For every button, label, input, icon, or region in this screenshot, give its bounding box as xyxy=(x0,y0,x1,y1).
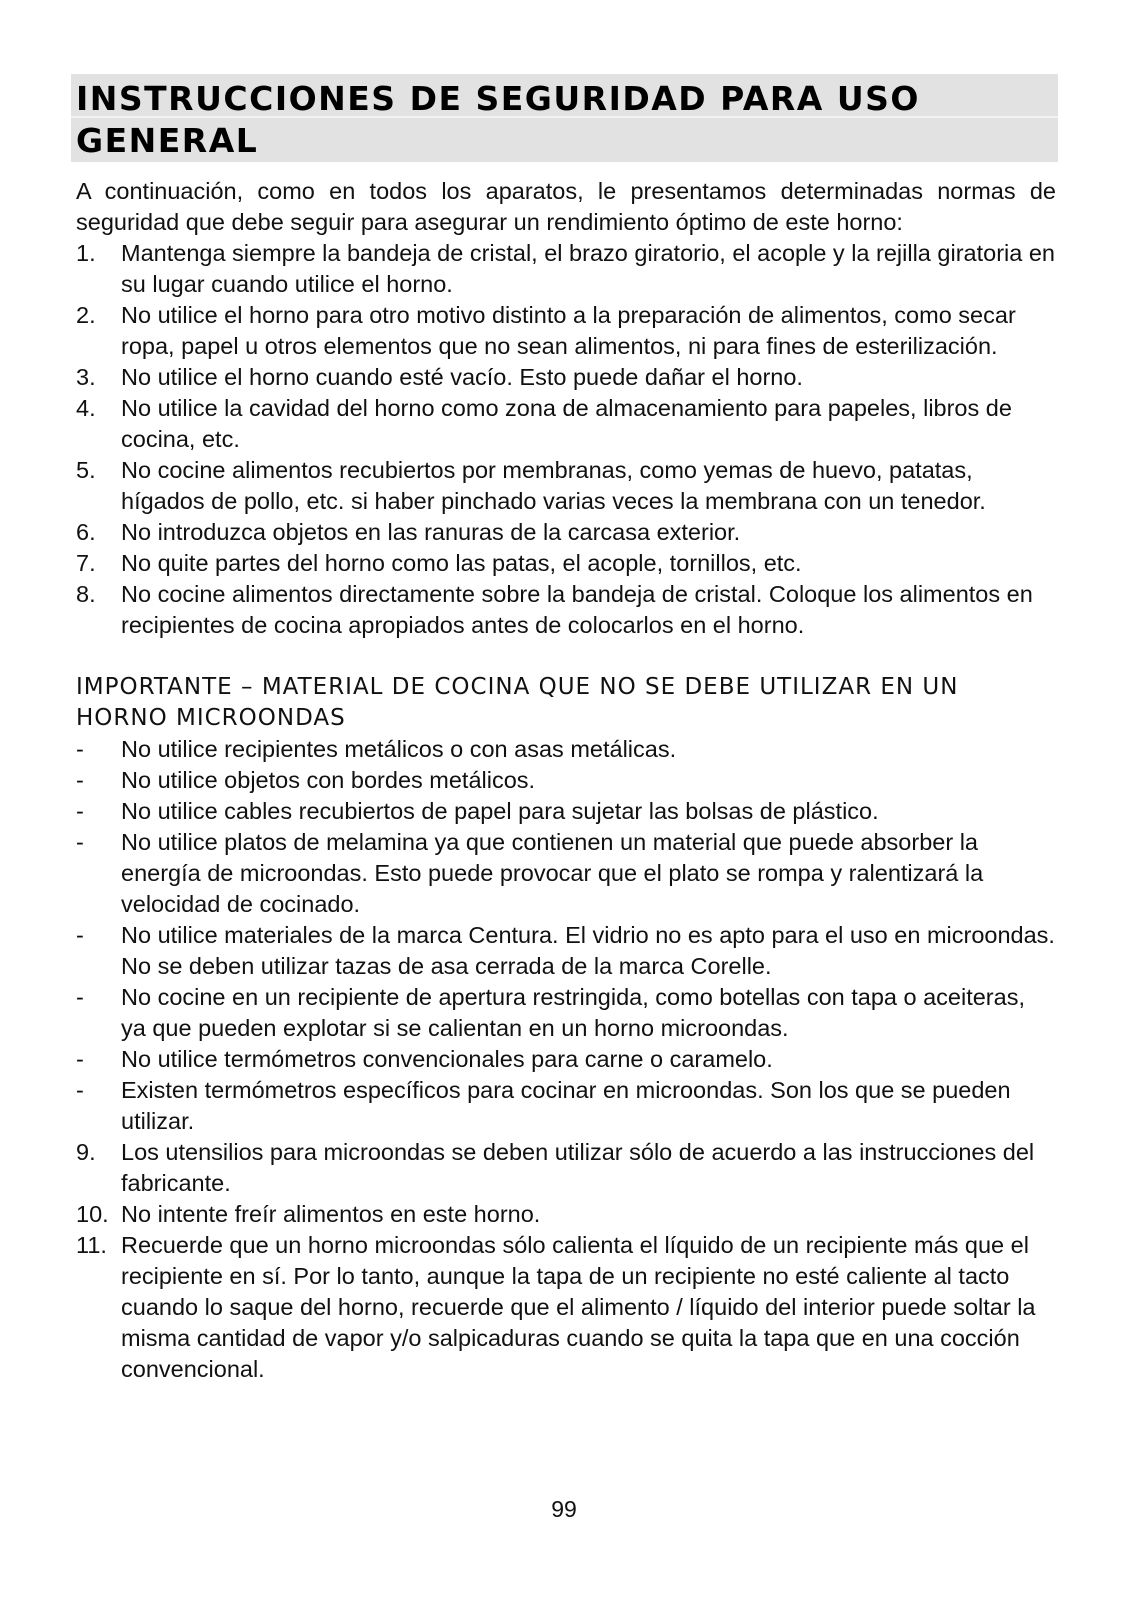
list-item xyxy=(76,393,1056,455)
list-item xyxy=(76,362,1056,393)
item-text: No utilice el horno cuando esté vacío. Esto puede dañar el horno. xyxy=(121,364,803,390)
item-number: 11. xyxy=(76,1232,107,1258)
item-text: No utilice el horno para otro motivo distinto a la preparación de alimentos, como secar ropa, papel u otros elementos que no sean alimentos, ni para fines de esterilización. xyxy=(121,302,1016,359)
list-item xyxy=(76,238,1056,300)
list-item xyxy=(76,300,1056,362)
item-text: Los utensilios para microondas se deben utilizar sólo de acuerdo a las instrucciones del fabricante. xyxy=(121,1139,1035,1196)
item-text: No utilice la cavidad del horno como zona de almacenamiento para papeles, libros de cocina, etc. xyxy=(121,395,1012,452)
list-item xyxy=(76,827,1056,920)
item-number: 2. xyxy=(76,302,96,328)
item-dash: - xyxy=(76,736,84,762)
item-text: No utilice termómetros convencionales para carne o caramelo. xyxy=(121,1046,773,1072)
list-item xyxy=(76,1199,1056,1230)
item-text: Mantenga siempre la bandeja de cristal, el brazo giratorio, el acople y la rejilla giratoria en su lugar cuando utilice el horno. xyxy=(121,240,1055,297)
page-title: INSTRUCCIONES DE SEGURIDAD PARA USO GENERAL xyxy=(76,79,920,160)
item-dash: - xyxy=(76,1077,84,1103)
cookware-list xyxy=(76,734,1056,1137)
safety-list xyxy=(76,238,1056,641)
item-number: 8. xyxy=(76,581,96,607)
important-heading: IMPORTANTE – MATERIAL DE COCINA QUE NO SE DEBE UTILIZAR EN UN HORNO MICROONDAS xyxy=(76,674,959,731)
item-number: 5. xyxy=(76,457,96,483)
list-item xyxy=(76,455,1056,517)
item-number: 4. xyxy=(76,395,96,421)
item-text: No cocine alimentos recubiertos por membranas, como yemas de huevo, patatas, hígados de pollo, etc. si haber pinchado varias veces la membrana con un tenedor. xyxy=(121,457,986,514)
item-text: No utilice cables recubiertos de papel para sujetar las bolsas de plástico. xyxy=(121,798,879,824)
item-text: Existen termómetros específicos para cocinar en microondas. Son los que se pueden utilizar. xyxy=(121,1077,1011,1134)
item-text: No utilice objetos con bordes metálicos. xyxy=(121,767,536,793)
list-item xyxy=(76,1137,1056,1199)
list-item xyxy=(76,1044,1056,1075)
item-number: 7. xyxy=(76,550,96,576)
item-text: Recuerde que un horno microondas sólo calienta el líquido de un recipiente más que el recipiente en sí. Por lo tanto, aunque la tapa de un recipiente no esté caliente al tacto cuando lo saque del horno, recuerde que el alimento / líquido del interior puede soltar la misma cantidad de vapor y/o salpicaduras cuando se quita la tapa que en una cocción convencional. xyxy=(121,1232,1036,1382)
item-number: 10. xyxy=(76,1201,109,1227)
item-dash: - xyxy=(76,1046,84,1072)
item-number: 1. xyxy=(76,240,96,266)
list-item xyxy=(76,796,1056,827)
intro-paragraph: A continuación, como en todos los aparatos, le presentamos determinadas normas de seguridad que debe seguir para asegurar un rendimiento óptimo de este horno: xyxy=(76,178,1056,235)
list-item xyxy=(76,548,1056,579)
list-item xyxy=(76,517,1056,548)
list-item xyxy=(76,1230,1056,1385)
list-item xyxy=(76,982,1056,1044)
item-dash: - xyxy=(76,798,84,824)
item-number: 6. xyxy=(76,519,96,545)
item-dash: - xyxy=(76,829,84,855)
list-item xyxy=(76,734,1056,765)
list-item xyxy=(76,765,1056,796)
list-item xyxy=(76,1075,1056,1137)
item-text: No intente freír alimentos en este horno. xyxy=(121,1201,541,1227)
item-text: No cocine alimentos directamente sobre la bandeja de cristal. Coloque los alimentos en recipientes de cocina apropiados antes de colocarlos en el horno. xyxy=(121,581,1033,638)
item-text: No cocine en un recipiente de apertura restringida, como botellas con tapa o aceiteras, ya que pueden explotar si se calientan en un horno microondas. xyxy=(121,984,1025,1041)
item-text: No utilice recipientes metálicos o con asas metálicas. xyxy=(121,736,677,762)
item-dash: - xyxy=(76,922,84,948)
item-text: No utilice materiales de la marca Centura. El vidrio no es apto para el uso en microondas. No se deben utilizar tazas de asa cerrada de la marca Corelle. xyxy=(121,922,1055,979)
item-number: 3. xyxy=(76,364,96,390)
page-number: 99 xyxy=(551,1496,577,1522)
list-item xyxy=(76,579,1056,641)
item-dash: - xyxy=(76,767,84,793)
item-text: No quite partes del horno como las patas, el acople, tornillos, etc. xyxy=(121,550,802,576)
list-item xyxy=(76,920,1056,982)
item-number: 9. xyxy=(76,1139,96,1165)
safety-list-continued xyxy=(76,1137,1056,1385)
item-text: No utilice platos de melamina ya que contienen un material que puede absorber la energía de microondas. Esto puede provocar que el plato se rompa y ralentizará la velocidad de cocinado. xyxy=(121,829,984,917)
item-dash: - xyxy=(76,984,84,1010)
item-text: No introduzca objetos en las ranuras de la carcasa exterior. xyxy=(121,519,741,545)
document-body xyxy=(76,176,1056,1385)
